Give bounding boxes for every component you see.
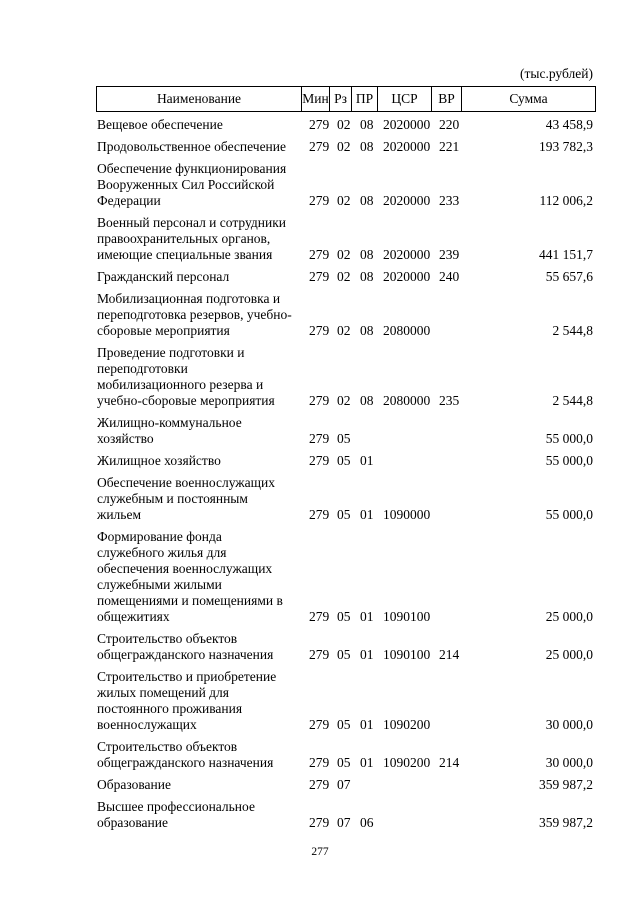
row-vr: 221 bbox=[439, 139, 460, 154]
row-rz: 05 bbox=[337, 507, 351, 522]
row-name: Образование bbox=[97, 777, 171, 792]
row-csr: 2020000 bbox=[383, 139, 431, 154]
row-name: Мобилизационная подготовка и переподготовка резервов, учебно- сборовые мероприятия bbox=[97, 291, 292, 338]
table-row bbox=[0, 291, 640, 339]
row-sum: 193 782,3 bbox=[539, 139, 593, 154]
row-rz: 02 bbox=[337, 393, 351, 408]
row-min: 279 bbox=[309, 393, 330, 408]
row-name: Военный персонал и сотрудники правоохранительных органов, имеющие специальные звания bbox=[97, 215, 286, 262]
row-vr: 214 bbox=[439, 647, 460, 662]
row-csr: 2080000 bbox=[383, 393, 431, 408]
header-rz: Рз bbox=[329, 87, 351, 111]
row-vr: 233 bbox=[439, 193, 460, 208]
row-sum: 359 987,2 bbox=[539, 815, 593, 830]
row-min: 279 bbox=[309, 815, 330, 830]
row-vr: 239 bbox=[439, 247, 460, 262]
row-name: Жилищное хозяйство bbox=[97, 453, 221, 468]
row-sum: 55 000,0 bbox=[545, 431, 593, 446]
table-row bbox=[0, 475, 640, 523]
row-sum: 55 657,6 bbox=[545, 269, 593, 284]
row-sum: 359 987,2 bbox=[539, 777, 593, 792]
row-csr: 1090100 bbox=[383, 647, 431, 662]
row-name: Высшее профессиональное образование bbox=[97, 799, 255, 830]
header-vr: ВР bbox=[431, 87, 461, 111]
row-min: 279 bbox=[309, 269, 330, 284]
row-csr: 2020000 bbox=[383, 269, 431, 284]
row-name: Гражданский персонал bbox=[97, 269, 230, 284]
row-sum: 43 458,9 bbox=[545, 117, 593, 132]
row-csr: 1090200 bbox=[383, 755, 431, 770]
row-rz: 05 bbox=[337, 453, 351, 468]
row-pr: 08 bbox=[360, 193, 374, 208]
row-min: 279 bbox=[309, 247, 330, 262]
row-pr: 01 bbox=[360, 507, 374, 522]
row-rz: 05 bbox=[337, 717, 351, 732]
table-row bbox=[0, 453, 640, 469]
header-sum: Сумма bbox=[461, 87, 595, 111]
row-csr: 1090100 bbox=[383, 609, 431, 624]
row-pr: 08 bbox=[360, 393, 374, 408]
row-csr: 1090200 bbox=[383, 717, 431, 732]
row-vr: 240 bbox=[439, 269, 460, 284]
row-name: Продовольственное обеспечение bbox=[97, 139, 286, 154]
row-name: Строительство и приобретение жилых помещений для постоянного проживания военнослужащих bbox=[97, 669, 277, 732]
row-name: Обеспечение военнослужащих служебным и постоянным жильем bbox=[97, 475, 275, 522]
row-sum: 30 000,0 bbox=[545, 755, 593, 770]
row-pr: 08 bbox=[360, 323, 374, 338]
row-sum: 25 000,0 bbox=[545, 647, 593, 662]
table-row bbox=[0, 739, 640, 771]
table-header bbox=[96, 86, 596, 112]
row-sum: 30 000,0 bbox=[545, 717, 593, 732]
row-pr: 08 bbox=[360, 117, 374, 132]
header-min: Мин bbox=[301, 87, 329, 111]
row-rz: 02 bbox=[337, 117, 351, 132]
unit-note: (тыс.рублей) bbox=[520, 66, 593, 81]
row-name: Проведение подготовки и переподготовки мобилизационного резерва и учебно-сборовые мероприятия bbox=[97, 345, 275, 408]
row-sum: 441 151,7 bbox=[539, 247, 593, 262]
row-pr: 01 bbox=[360, 755, 374, 770]
row-min: 279 bbox=[309, 777, 330, 792]
row-sum: 25 000,0 bbox=[545, 609, 593, 624]
row-name: Формирование фонда служебного жилья для обеспечения военнослужащих служебными жилыми помещениями и помещениями в общежитиях bbox=[97, 529, 283, 624]
row-pr: 01 bbox=[360, 609, 374, 624]
row-min: 279 bbox=[309, 507, 330, 522]
table-row bbox=[0, 345, 640, 409]
row-rz: 02 bbox=[337, 323, 351, 338]
table-row bbox=[0, 117, 640, 133]
row-rz: 02 bbox=[337, 247, 351, 262]
row-sum: 2 544,8 bbox=[552, 323, 593, 338]
table-row bbox=[0, 139, 640, 155]
table-row bbox=[0, 161, 640, 209]
row-csr: 2020000 bbox=[383, 247, 431, 262]
table-row bbox=[0, 799, 640, 831]
table-row bbox=[0, 777, 640, 793]
row-rz: 02 bbox=[337, 269, 351, 284]
row-csr: 2020000 bbox=[383, 117, 431, 132]
row-rz: 05 bbox=[337, 431, 351, 446]
row-name: Обеспечение функционирования Вооруженных Сил Российской Федерации bbox=[97, 161, 287, 208]
table-row bbox=[0, 269, 640, 285]
row-rz: 05 bbox=[337, 647, 351, 662]
header-csr: ЦСР bbox=[377, 87, 431, 111]
row-name: Жилищно-коммунальное хозяйство bbox=[97, 415, 242, 446]
row-min: 279 bbox=[309, 431, 330, 446]
table-row bbox=[0, 529, 640, 625]
row-rz: 02 bbox=[337, 193, 351, 208]
row-min: 279 bbox=[309, 117, 330, 132]
row-pr: 06 bbox=[360, 815, 374, 830]
row-csr: 2080000 bbox=[383, 323, 431, 338]
table-row bbox=[0, 631, 640, 663]
row-min: 279 bbox=[309, 609, 330, 624]
row-min: 279 bbox=[309, 323, 330, 338]
table-row bbox=[0, 415, 640, 447]
row-min: 279 bbox=[309, 453, 330, 468]
row-pr: 01 bbox=[360, 717, 374, 732]
row-sum: 112 006,2 bbox=[539, 193, 593, 208]
row-min: 279 bbox=[309, 193, 330, 208]
row-pr: 01 bbox=[360, 453, 374, 468]
row-rz: 05 bbox=[337, 755, 351, 770]
row-min: 279 bbox=[309, 717, 330, 732]
row-pr: 01 bbox=[360, 647, 374, 662]
row-name: Вещевое обеспечение bbox=[97, 117, 223, 132]
page-number: 277 bbox=[311, 846, 329, 858]
row-vr: 214 bbox=[439, 755, 460, 770]
row-rz: 07 bbox=[337, 777, 351, 792]
row-csr: 2020000 bbox=[383, 193, 431, 208]
row-vr: 220 bbox=[439, 117, 460, 132]
row-name: Строительство объектов общегражданского назначения bbox=[97, 631, 274, 662]
table-row bbox=[0, 669, 640, 733]
row-rz: 07 bbox=[337, 815, 351, 830]
row-vr: 235 bbox=[439, 393, 460, 408]
row-sum: 55 000,0 bbox=[545, 507, 593, 522]
table-row bbox=[0, 215, 640, 263]
row-min: 279 bbox=[309, 139, 330, 154]
row-pr: 08 bbox=[360, 139, 374, 154]
row-pr: 08 bbox=[360, 247, 374, 262]
row-min: 279 bbox=[309, 755, 330, 770]
row-rz: 02 bbox=[337, 139, 351, 154]
row-sum: 2 544,8 bbox=[552, 393, 593, 408]
row-rz: 05 bbox=[337, 609, 351, 624]
row-min: 279 bbox=[309, 647, 330, 662]
row-pr: 08 bbox=[360, 269, 374, 284]
row-sum: 55 000,0 bbox=[545, 453, 593, 468]
row-name: Строительство объектов общегражданского назначения bbox=[97, 739, 274, 770]
header-pr: ПР bbox=[351, 87, 377, 111]
table-body bbox=[0, 117, 640, 837]
row-csr: 1090000 bbox=[383, 507, 431, 522]
header-name: Наименование bbox=[156, 91, 242, 106]
